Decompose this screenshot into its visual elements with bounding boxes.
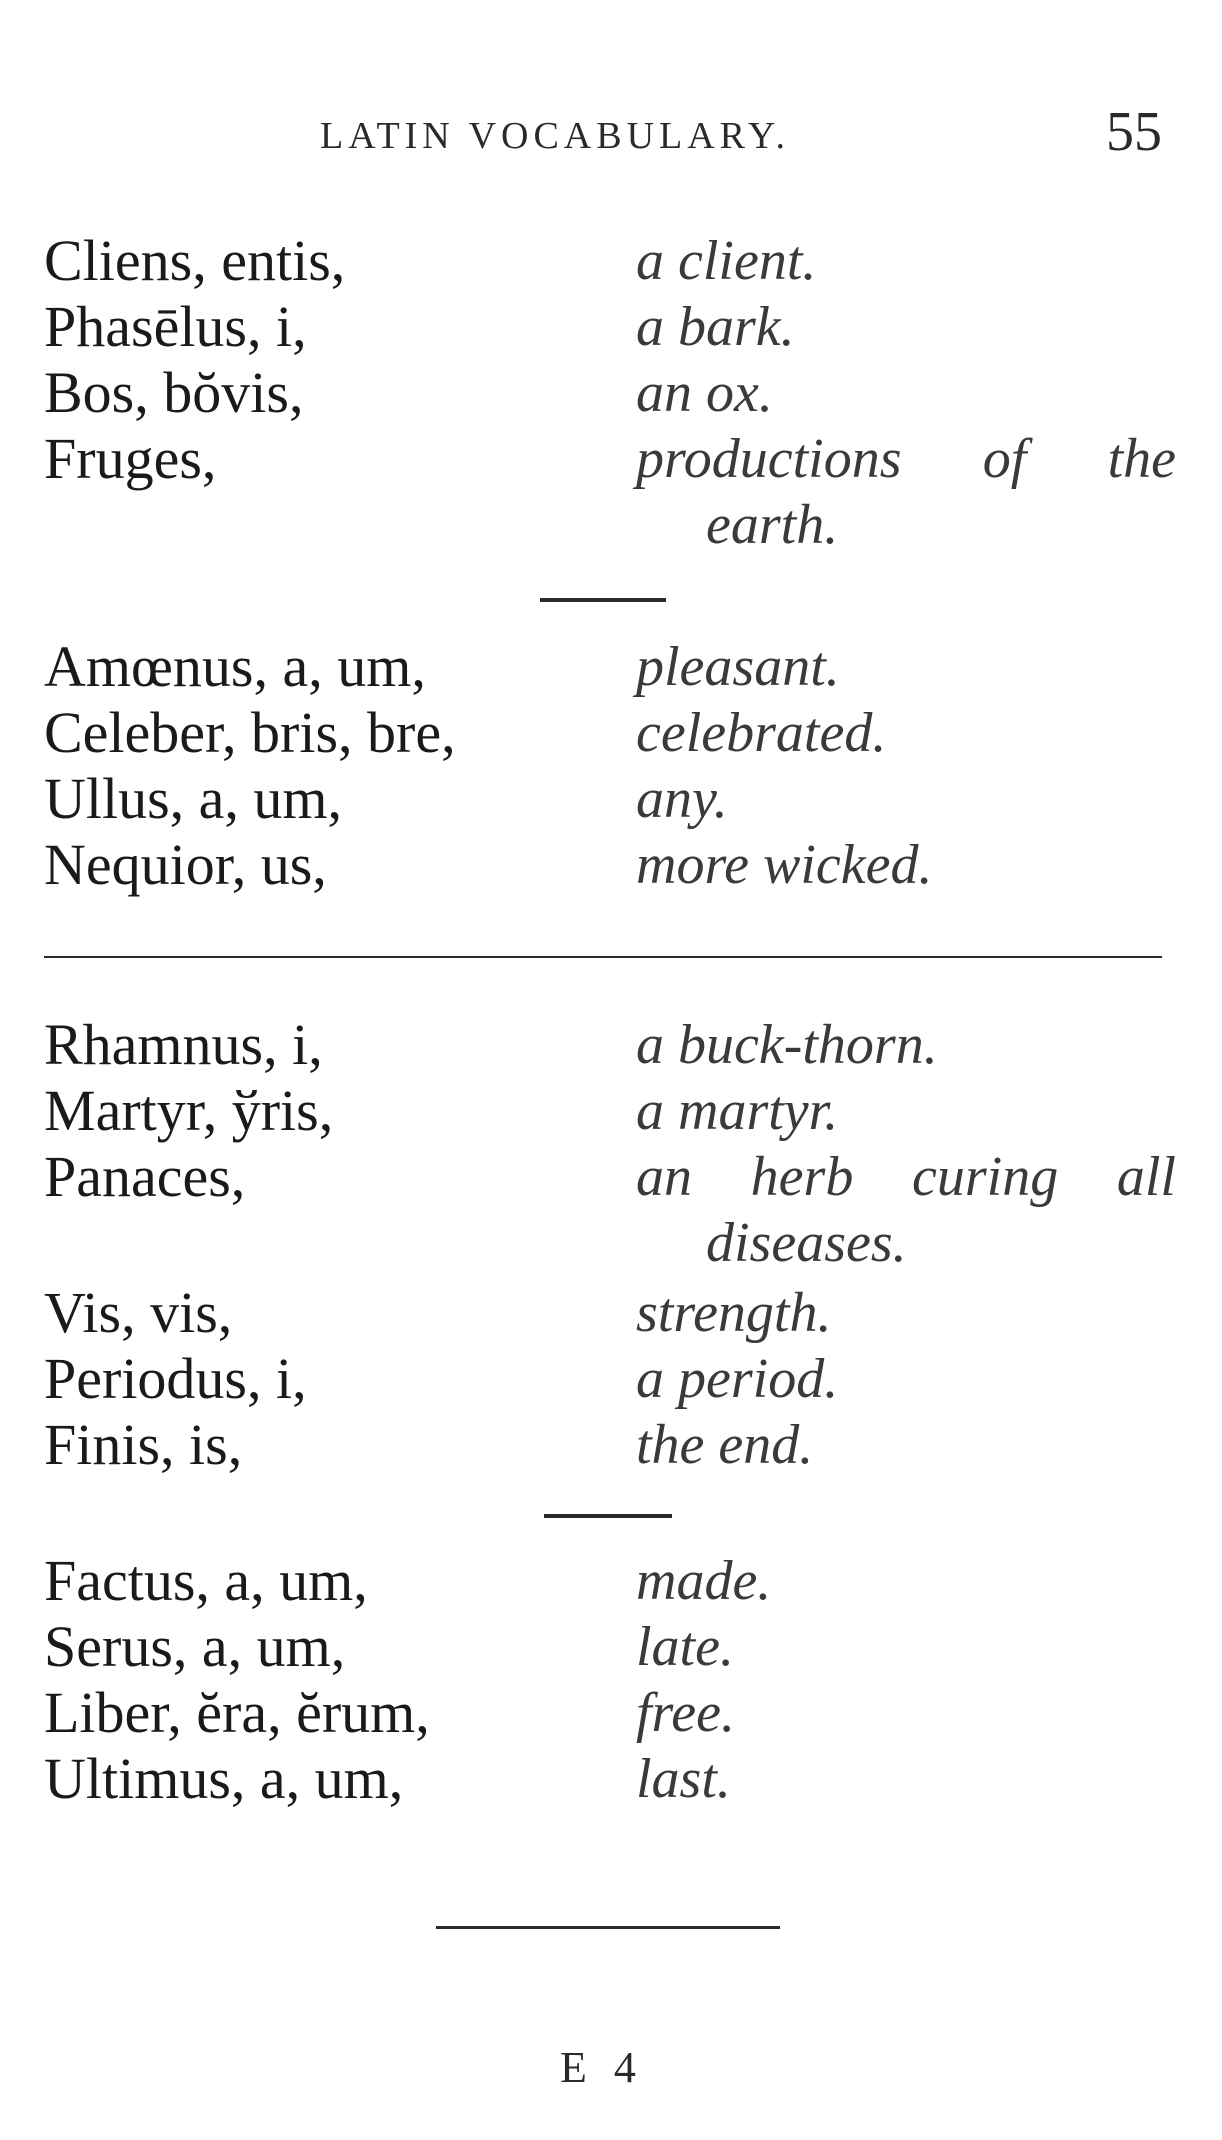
english-gloss: a bark. [636, 296, 795, 358]
vocab-entry [0, 1012, 1222, 1078]
english-gloss: a client. [636, 230, 817, 292]
vocab-entry [0, 426, 1222, 558]
vocab-entry [0, 634, 1222, 700]
english-gloss [636, 426, 1176, 558]
vocab-entry [0, 1144, 1222, 1276]
vocab-entry [0, 360, 1222, 426]
latin-term: Nequior, us, [44, 832, 327, 897]
english-gloss: a martyr. [636, 1080, 839, 1142]
english-gloss: strength. [636, 1282, 832, 1344]
latin-term: Finis, is, [44, 1412, 243, 1477]
vocab-entry [0, 1746, 1222, 1812]
page-number: 55 [1106, 101, 1162, 163]
long-section-rule [44, 956, 1162, 958]
latin-term: Liber, ĕra, ĕrum, [44, 1680, 430, 1745]
running-title: LATIN VOCABULARY. [320, 115, 790, 157]
vocab-entry [0, 1680, 1222, 1746]
english-gloss: any. [636, 768, 728, 830]
latin-term: Rhamnus, i, [44, 1012, 323, 1077]
latin-term: Factus, a, um, [44, 1548, 368, 1613]
running-head [0, 101, 1222, 168]
english-gloss: a buck-thorn. [636, 1014, 938, 1076]
latin-term: Fruges, [44, 426, 217, 491]
latin-term: Cliens, entis, [44, 228, 346, 293]
english-gloss: an ox. [636, 362, 773, 424]
english-gloss: pleasant. [636, 636, 840, 698]
short-section-rule [540, 598, 666, 602]
latin-term: Ultimus, a, um, [44, 1746, 404, 1811]
vocab-entry [0, 700, 1222, 766]
english-gloss: celebrated. [636, 702, 887, 764]
english-gloss: more wicked. [636, 834, 933, 896]
english-gloss: a period. [636, 1348, 839, 1410]
latin-term: Periodus, i, [44, 1346, 307, 1411]
vocab-entry [0, 1614, 1222, 1680]
vocab-entry [0, 1280, 1222, 1346]
vocab-entry [0, 228, 1222, 294]
english-gloss: the end. [636, 1414, 814, 1476]
latin-term: Ullus, a, um, [44, 766, 343, 831]
english-gloss: free. [636, 1682, 735, 1744]
latin-term: Phasēlus, i, [44, 294, 307, 359]
english-gloss-line: productions of the [636, 428, 1176, 490]
latin-term: Amœnus, a, um, [44, 634, 426, 699]
english-gloss-continuation: diseases. [706, 1212, 907, 1274]
english-gloss [636, 1144, 1176, 1276]
vocab-entry [0, 294, 1222, 360]
latin-term: Vis, vis, [44, 1280, 233, 1345]
english-gloss: made. [636, 1550, 772, 1612]
latin-term: Martyr, ўris, [44, 1078, 334, 1143]
english-gloss: last. [636, 1748, 731, 1810]
end-rule [436, 1926, 780, 1929]
vocab-entry [0, 766, 1222, 832]
latin-term: Serus, a, um, [44, 1614, 346, 1679]
vocab-entry [0, 1078, 1222, 1144]
english-gloss-continuation: earth. [706, 494, 839, 556]
latin-term: Celeber, bris, bre, [44, 700, 456, 765]
latin-term: Panaces, [44, 1144, 246, 1209]
latin-term: Bos, bŏvis, [44, 360, 304, 425]
vocab-entry [0, 1548, 1222, 1614]
vocab-entry [0, 1412, 1222, 1478]
signature-mark: E 4 [560, 2043, 644, 2092]
english-gloss: late. [636, 1616, 734, 1678]
vocab-entry [0, 832, 1222, 898]
vocab-entry [0, 1346, 1222, 1412]
english-gloss-line: an herb curing all [636, 1146, 1176, 1208]
short-section-rule [544, 1514, 672, 1518]
